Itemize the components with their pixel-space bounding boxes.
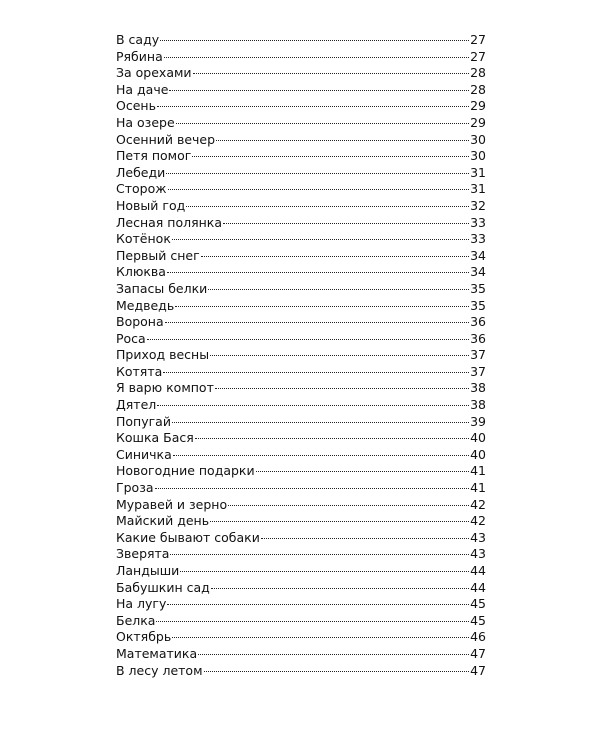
dot-leader bbox=[211, 588, 469, 589]
toc-entry bbox=[116, 298, 486, 315]
toc-entry-page-number: 31 bbox=[470, 164, 486, 180]
toc-entry-page-number: 27 bbox=[470, 32, 486, 47]
dot-leader bbox=[176, 123, 469, 124]
toc-entry-title: Лебеди bbox=[116, 164, 166, 180]
toc-entry-title: Роса bbox=[116, 330, 146, 346]
dot-leader bbox=[204, 671, 470, 672]
dot-leader bbox=[167, 272, 469, 273]
dot-leader bbox=[167, 604, 469, 605]
dot-leader bbox=[201, 256, 469, 257]
dot-leader bbox=[173, 455, 469, 456]
toc-entry-title: Петя помог bbox=[116, 148, 192, 164]
toc-entry-title: В саду bbox=[116, 32, 160, 47]
toc-entry bbox=[116, 132, 486, 149]
dot-leader bbox=[168, 189, 470, 190]
toc-entry-page-number: 40 bbox=[470, 446, 486, 462]
toc-entry-page-number: 29 bbox=[470, 98, 486, 114]
toc-entry-title: Котёнок bbox=[116, 231, 171, 247]
toc-entry bbox=[116, 98, 486, 115]
toc-entry bbox=[116, 414, 486, 431]
toc-entry-page-number: 28 bbox=[470, 65, 486, 81]
dot-leader bbox=[175, 306, 469, 307]
toc-entry bbox=[116, 231, 486, 248]
toc-entry-title: Синичка bbox=[116, 446, 172, 462]
toc-entry-title: Рябина bbox=[116, 48, 163, 64]
toc-entry bbox=[116, 264, 486, 281]
toc-entry-title: Зверята bbox=[116, 546, 170, 562]
toc-entry bbox=[116, 646, 486, 663]
toc-entry bbox=[116, 314, 486, 331]
toc-entry-page-number: 43 bbox=[470, 529, 486, 545]
toc-entry bbox=[116, 165, 486, 182]
dot-leader bbox=[256, 471, 469, 472]
dot-leader bbox=[223, 223, 469, 224]
toc-entry bbox=[116, 215, 486, 232]
toc-entry-page-number: 41 bbox=[470, 480, 486, 496]
dot-leader bbox=[180, 571, 469, 572]
toc-entry-title: Дятел bbox=[116, 397, 157, 413]
toc-entry-page-number: 42 bbox=[470, 513, 486, 529]
toc-entry bbox=[116, 580, 486, 597]
toc-entry-title: Октябрь bbox=[116, 629, 172, 645]
dot-leader bbox=[155, 488, 470, 489]
dot-leader bbox=[172, 239, 469, 240]
toc-entry-page-number: 34 bbox=[470, 264, 486, 280]
toc-entry-page-number: 37 bbox=[470, 363, 486, 379]
toc-entry bbox=[116, 82, 486, 99]
table-of-contents bbox=[116, 32, 486, 679]
dot-leader bbox=[165, 322, 469, 323]
dot-leader bbox=[210, 355, 469, 356]
dot-leader bbox=[166, 173, 469, 174]
toc-entry-title: Клюква bbox=[116, 264, 166, 280]
toc-entry bbox=[116, 364, 486, 381]
toc-entry-title: Математика bbox=[116, 645, 198, 661]
dot-leader bbox=[169, 90, 469, 91]
toc-entry-title: Сторож bbox=[116, 181, 167, 197]
toc-entry-title: На даче bbox=[116, 81, 169, 97]
toc-entry-title: На озере bbox=[116, 114, 175, 130]
toc-entry-title: Новогодние подарки bbox=[116, 463, 255, 479]
dot-leader bbox=[210, 521, 469, 522]
toc-entry bbox=[116, 198, 486, 215]
dot-leader bbox=[228, 505, 469, 506]
toc-entry bbox=[116, 397, 486, 414]
toc-entry bbox=[116, 663, 486, 680]
toc-entry bbox=[116, 430, 486, 447]
dot-leader bbox=[172, 637, 469, 638]
toc-entry-page-number: 36 bbox=[470, 330, 486, 346]
toc-entry bbox=[116, 148, 486, 165]
toc-entry-title: Бабушкин сад bbox=[116, 579, 210, 595]
toc-entry-page-number: 38 bbox=[470, 380, 486, 396]
toc-entry-title: Гроза bbox=[116, 480, 154, 496]
dot-leader bbox=[261, 538, 469, 539]
toc-entry bbox=[116, 380, 486, 397]
dot-leader bbox=[157, 405, 469, 406]
dot-leader bbox=[193, 73, 470, 74]
toc-entry bbox=[116, 480, 486, 497]
toc-entry-title: Муравей и зерно bbox=[116, 496, 228, 512]
toc-entry-page-number: 45 bbox=[470, 596, 486, 612]
toc-entry-title: Первый снег bbox=[116, 247, 200, 263]
toc-entry-title: Белка bbox=[116, 612, 156, 628]
toc-entry-page-number: 45 bbox=[470, 612, 486, 628]
toc-entry-page-number: 34 bbox=[470, 247, 486, 263]
toc-entry-title: Кошка Бася bbox=[116, 430, 194, 446]
toc-entry-page-number: 41 bbox=[470, 463, 486, 479]
toc-entry-page-number: 30 bbox=[470, 131, 486, 147]
toc-entry-title: Новый год bbox=[116, 197, 186, 213]
toc-entry-title: Медведь bbox=[116, 297, 175, 313]
toc-entry-page-number: 33 bbox=[470, 214, 486, 230]
toc-entry-title: Майский день bbox=[116, 513, 210, 529]
toc-entry-page-number: 47 bbox=[470, 662, 486, 678]
toc-entry bbox=[116, 629, 486, 646]
dot-leader bbox=[157, 106, 469, 107]
toc-entry-page-number: 30 bbox=[470, 148, 486, 164]
dot-leader bbox=[215, 388, 469, 389]
toc-entry-title: Котята bbox=[116, 363, 163, 379]
dot-leader bbox=[186, 206, 469, 207]
toc-entry-title: На лугу bbox=[116, 596, 167, 612]
toc-entry-page-number: 38 bbox=[470, 397, 486, 413]
toc-entry-page-number: 28 bbox=[470, 81, 486, 97]
toc-entry bbox=[116, 546, 486, 563]
toc-entry bbox=[116, 248, 486, 265]
toc-entry-page-number: 35 bbox=[470, 297, 486, 313]
dot-leader bbox=[163, 372, 469, 373]
toc-entry-page-number: 36 bbox=[470, 314, 486, 330]
toc-entry-page-number: 40 bbox=[470, 430, 486, 446]
toc-entry-title: Осенний вечер bbox=[116, 131, 216, 147]
toc-entry bbox=[116, 281, 486, 298]
dot-leader bbox=[216, 140, 469, 141]
toc-entry bbox=[116, 497, 486, 514]
toc-entry bbox=[116, 613, 486, 630]
toc-entry bbox=[116, 115, 486, 132]
toc-entry-page-number: 44 bbox=[470, 579, 486, 595]
toc-entry-title: Запасы белки bbox=[116, 280, 208, 296]
dot-leader bbox=[170, 554, 469, 555]
toc-entry bbox=[116, 563, 486, 580]
toc-entry bbox=[116, 463, 486, 480]
toc-entry-page-number: 27 bbox=[470, 48, 486, 64]
toc-entry-title: Приход весны bbox=[116, 347, 210, 363]
toc-entry-page-number: 29 bbox=[470, 114, 486, 130]
toc-entry-title: В лесу летом bbox=[116, 662, 203, 678]
toc-entry bbox=[116, 181, 486, 198]
toc-entry bbox=[116, 347, 486, 364]
dot-leader bbox=[172, 422, 469, 423]
toc-entry-page-number: 47 bbox=[470, 645, 486, 661]
dot-leader bbox=[192, 156, 469, 157]
toc-entry-title: Попугай bbox=[116, 413, 171, 429]
toc-entry-title: Какие бывают собаки bbox=[116, 529, 260, 545]
toc-entry-page-number: 32 bbox=[470, 197, 486, 213]
dot-leader bbox=[198, 654, 469, 655]
toc-entry bbox=[116, 530, 486, 547]
toc-entry-page-number: 37 bbox=[470, 347, 486, 363]
toc-entry-title: За орехами bbox=[116, 65, 192, 81]
toc-entry bbox=[116, 596, 486, 613]
dot-leader bbox=[160, 40, 469, 41]
toc-entry-page-number: 44 bbox=[470, 563, 486, 578]
toc-entry-title: Я варю компот bbox=[116, 380, 214, 396]
toc-entry bbox=[116, 49, 486, 66]
toc-entry bbox=[116, 32, 486, 49]
toc-entry bbox=[116, 65, 486, 82]
toc-entry-title: Лесная полянка bbox=[116, 214, 222, 230]
toc-entry-page-number: 42 bbox=[470, 496, 486, 512]
toc-entry-page-number: 43 bbox=[470, 546, 486, 562]
toc-entry bbox=[116, 447, 486, 464]
toc-entry-page-number: 39 bbox=[470, 413, 486, 429]
toc-entry-page-number: 46 bbox=[470, 629, 486, 645]
toc-entry-title: Ворона bbox=[116, 314, 164, 330]
dot-leader bbox=[208, 289, 469, 290]
toc-entry-title: Осень bbox=[116, 98, 156, 114]
dot-leader bbox=[147, 339, 469, 340]
toc-entry-page-number: 31 bbox=[470, 181, 486, 197]
toc-entry bbox=[116, 331, 486, 348]
toc-entry-title: Ландыши bbox=[116, 563, 180, 578]
dot-leader bbox=[156, 621, 469, 622]
toc-entry-page-number: 35 bbox=[470, 280, 486, 296]
dot-leader bbox=[164, 57, 469, 58]
dot-leader bbox=[195, 438, 469, 439]
toc-entry-page-number: 33 bbox=[470, 231, 486, 247]
toc-entry bbox=[116, 513, 486, 530]
